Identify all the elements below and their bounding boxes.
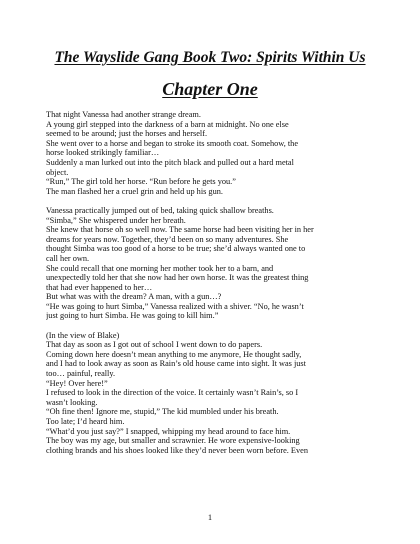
text-line: object.: [46, 167, 69, 177]
text-line: and I had to look away as soon as Rain’s old house came into sight. It was just: [46, 359, 306, 369]
paragraph-break: [46, 196, 380, 206]
text-line: that had ever happened to her…: [46, 282, 153, 292]
text-line: She could recall that one morning her mother took her to a barn, and: [46, 263, 274, 273]
text-line: I refused to look in the direction of the voice. It certainly wasn’t Rain’s, so I: [46, 388, 299, 398]
text-line: just going to hurt Simba. He was going to kill him.”: [46, 311, 219, 321]
text-line: That night Vanessa had another strange dream.: [46, 110, 201, 119]
text-line: “What’d you just say?” I snapped, whipping my head around to face him.: [46, 426, 291, 436]
text-line: “Oh fine then! Ignore me, stupid,” The kid mumbled under his breath.: [46, 407, 279, 417]
text-line: “Run,” The girl told her horse. “Run before he gets you.”: [46, 177, 236, 187]
body-text: [46, 110, 380, 455]
text-line: “He was going to hurt Simba,” Vanessa realized with a shiver. “No, he wasn’t: [46, 301, 304, 311]
text-line: The boy was my age, but smaller and scrawnier. He wore expensive-looking: [46, 436, 300, 446]
text-line: A young girl stepped into the darkness of a barn at midnight. No one else: [46, 119, 289, 129]
chapter-title: Chapter One: [162, 79, 258, 99]
text-line: thought Simba was too good of a horse to be true; she’d always wanted one to: [46, 244, 306, 254]
text-line: But what was with the dream? A man, with a gun…?: [46, 292, 222, 302]
text-line: “Simba,” She whispered under her breath.: [46, 215, 186, 225]
text-line: She went over to a horse and began to stroke its smooth coat. Somehow, the: [46, 138, 299, 148]
text-line: (In the view of Blake): [46, 330, 120, 340]
page-number: 1: [207, 512, 213, 522]
text-line: The man flashed her a cruel grin and held up his gun.: [46, 186, 223, 196]
text-line: Suddenly a man lurked out into the pitch black and pulled out a hard metal: [46, 157, 294, 167]
text-line: unexpectedly told her that she now had her own horse. It was the greatest thing: [46, 273, 309, 283]
text-line: dreams for years now. Together, they’d been on so many adventures. She: [46, 234, 289, 244]
text-line: too… painful, really.: [46, 369, 116, 379]
text-line: She knew that horse oh so well now. The same horse had been visiting her in her: [46, 225, 314, 235]
text-line: clothing brands and his shoes looked like they’d never been worn before. Even: [46, 445, 308, 455]
text-line: Coming down here doesn’t mean anything to me anymore, He thought sadly,: [46, 349, 302, 359]
text-line: seemed to be around; just the horses and herself.: [46, 129, 208, 139]
text-line: horse looked strikingly familiar…: [46, 148, 160, 158]
text-line: call her own.: [46, 253, 90, 263]
paragraph-break: [46, 321, 380, 331]
text-line: That day as soon as I got out of school I went down to do papers.: [46, 340, 263, 350]
text-line: Vanessa practically jumped out of bed, taking quick shallow breaths.: [46, 205, 274, 215]
text-line: “Hey! Over here!”: [46, 378, 108, 388]
text-line: wasn’t looking.: [46, 397, 98, 407]
text-line: Too late; I’d heard him.: [46, 417, 125, 426]
book-title: The Wayslide Gang Book Two: Spirits Within Us: [54, 49, 366, 66]
